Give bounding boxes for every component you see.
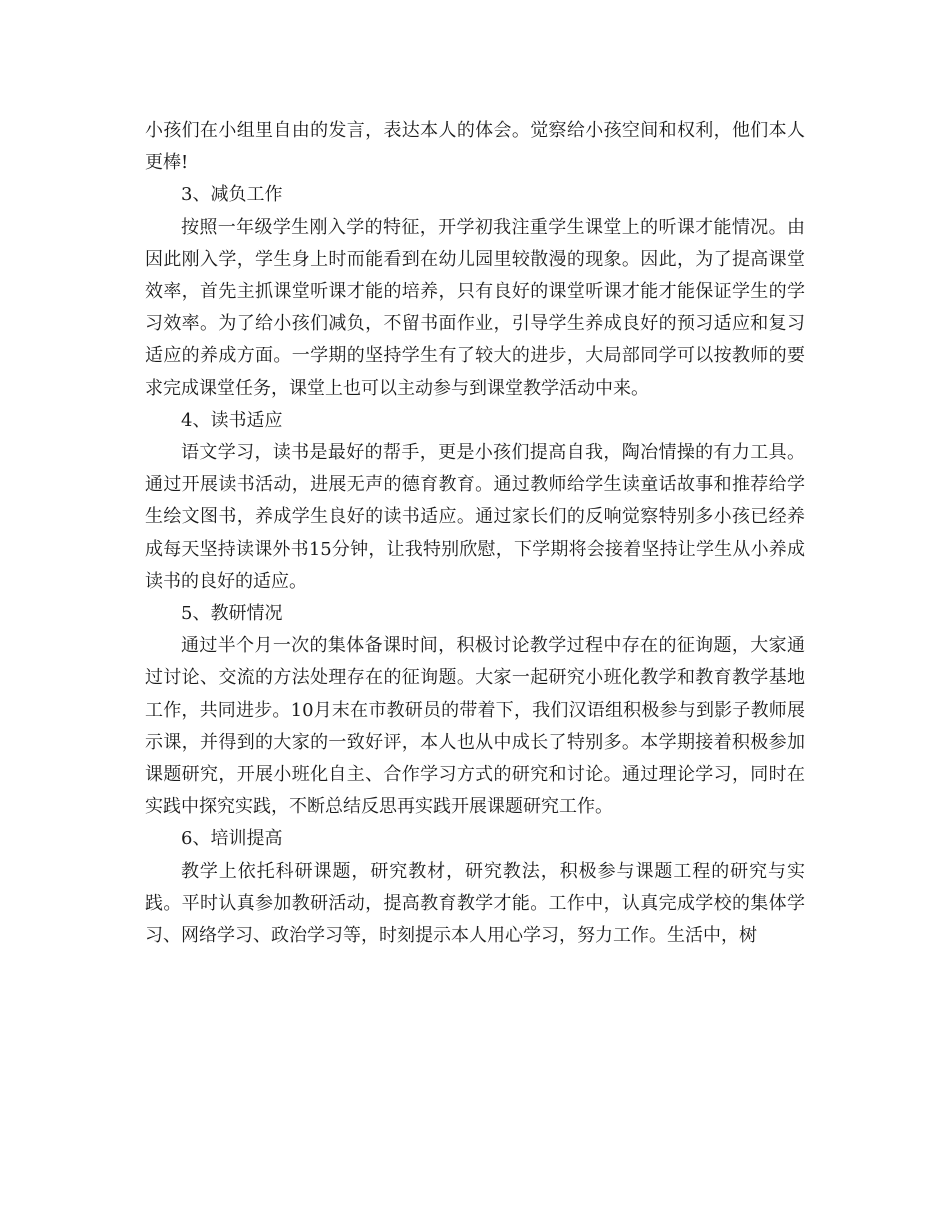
section-heading-training: 6、培训提高 bbox=[181, 828, 283, 850]
document-body bbox=[145, 115, 805, 952]
paragraph-training: 教学上依托科研课题，研究教材，研究教法，积极参与课题工程的研究与实践。平时认真参加教研活动，提高教育教学才能。工作中，认真完成学校的集体学习、网络学习、政治学习等，时刻提示本人用心学习，努力工作。生活中，树 bbox=[145, 860, 805, 947]
paragraph-reading-habit: 语文学习，读书是最好的帮手，更是小孩们提高自我，陶冶情操的有力工具。通过开展读书活动，进展无声的德育教育。通过教师给学生读童话故事和推荐给学生绘文图书，养成学生良好的读书适应。通过家长们的反响觉察特别多小孩已经养成每天坚持读课外书15分钟，让我特别欣慰，下学期将会接着坚持让学生从小养成读书的良好的适应。 bbox=[145, 442, 805, 592]
paragraph-reduce-burden: 按照一年级学生刚入学的特征，开学初我注重学生课堂上的听课才能情况。由因此刚入学，学生身上时而能看到在幼儿园里较散漫的现象。因此，为了提高课堂效率，首先主抓课堂听课才能的培养，只有良好的课堂听课才能才能保证学生的学习效率。为了给小孩们减负，不留书面作业，引导学生养成良好的预习适应和复习适应的养成方面。一学期的坚持学生有了较大的进步，大局部同学可以按教师的要求完成课堂任务，课堂上也可以主动参与到课堂教学活动中来。 bbox=[145, 216, 805, 399]
section-heading-reading-habit: 4、读书适应 bbox=[181, 409, 283, 431]
section-heading-teaching-research: 5、教研情况 bbox=[181, 603, 283, 625]
section-heading-reduce-burden: 3、减负工作 bbox=[181, 184, 283, 206]
paragraph-continuation: 小孩们在小组里自由的发言，表达本人的体会。觉察给小孩空间和权利，他们本人更棒! bbox=[145, 120, 805, 174]
paragraph-teaching-research: 通过半个月一次的集体备课时间，积极讨论教学过程中存在的征询题，大家通过讨论、交流的方法处理存在的征询题。大家一起研究小班化教学和教育教学基地工作，共同进步。10月末在市教研员的带着下，我们汉语组积极参与到影子教师展示课，并得到的大家的一致好评，本人也从中成长了特别多。本学期接着积极参加课题研究，开展小班化自主、合作学习方式的研究和讨论。通过理论学习，同时在实践中探究实践，不断总结反思再实践开展课题研究工作。 bbox=[145, 635, 805, 818]
